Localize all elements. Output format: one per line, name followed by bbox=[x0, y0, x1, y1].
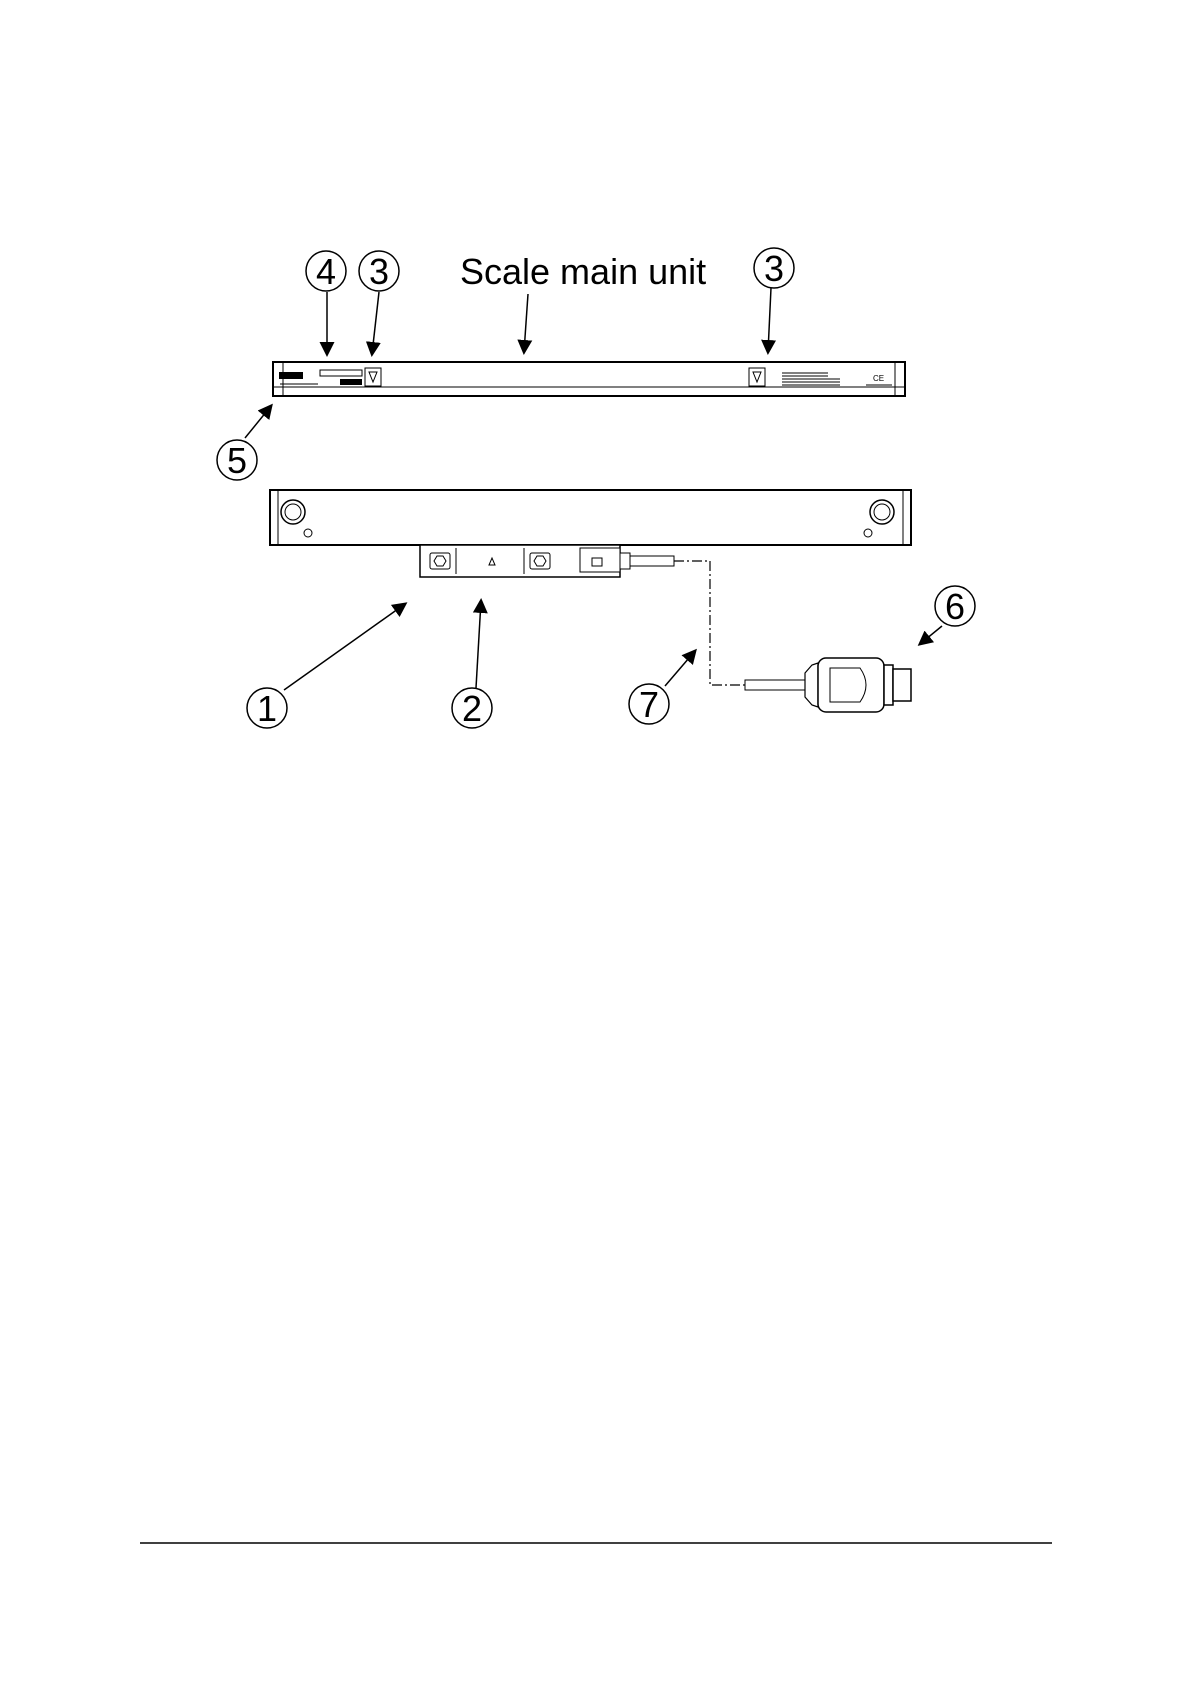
diagram-title: Scale main unit bbox=[460, 251, 707, 292]
callout-7 bbox=[629, 684, 669, 725]
callout-label-4: 4 bbox=[315, 251, 337, 292]
brand-logo bbox=[279, 372, 303, 379]
callout-label-2: 2 bbox=[461, 688, 483, 729]
callout-label-6: 6 bbox=[944, 586, 966, 627]
callout-label-3-left: 3 bbox=[368, 251, 390, 292]
callout-3-left bbox=[359, 251, 399, 292]
callout-label-1: 1 bbox=[256, 688, 278, 729]
connector-plug bbox=[745, 658, 911, 712]
scale-main-unit-front bbox=[273, 362, 905, 396]
callout-label-7: 7 bbox=[638, 684, 660, 725]
scale-body-back bbox=[270, 490, 911, 545]
callout-4 bbox=[306, 251, 346, 292]
callout-2 bbox=[452, 688, 492, 729]
reading-head bbox=[420, 545, 674, 577]
callout-label-3-right: 3 bbox=[763, 248, 785, 289]
callout-1 bbox=[247, 688, 287, 729]
callout-6 bbox=[935, 586, 975, 627]
callout-5 bbox=[217, 440, 257, 481]
ce-mark: CE bbox=[873, 374, 885, 383]
callout-3-right bbox=[754, 248, 794, 289]
callout-label-5: 5 bbox=[226, 440, 248, 481]
cable bbox=[674, 561, 745, 685]
